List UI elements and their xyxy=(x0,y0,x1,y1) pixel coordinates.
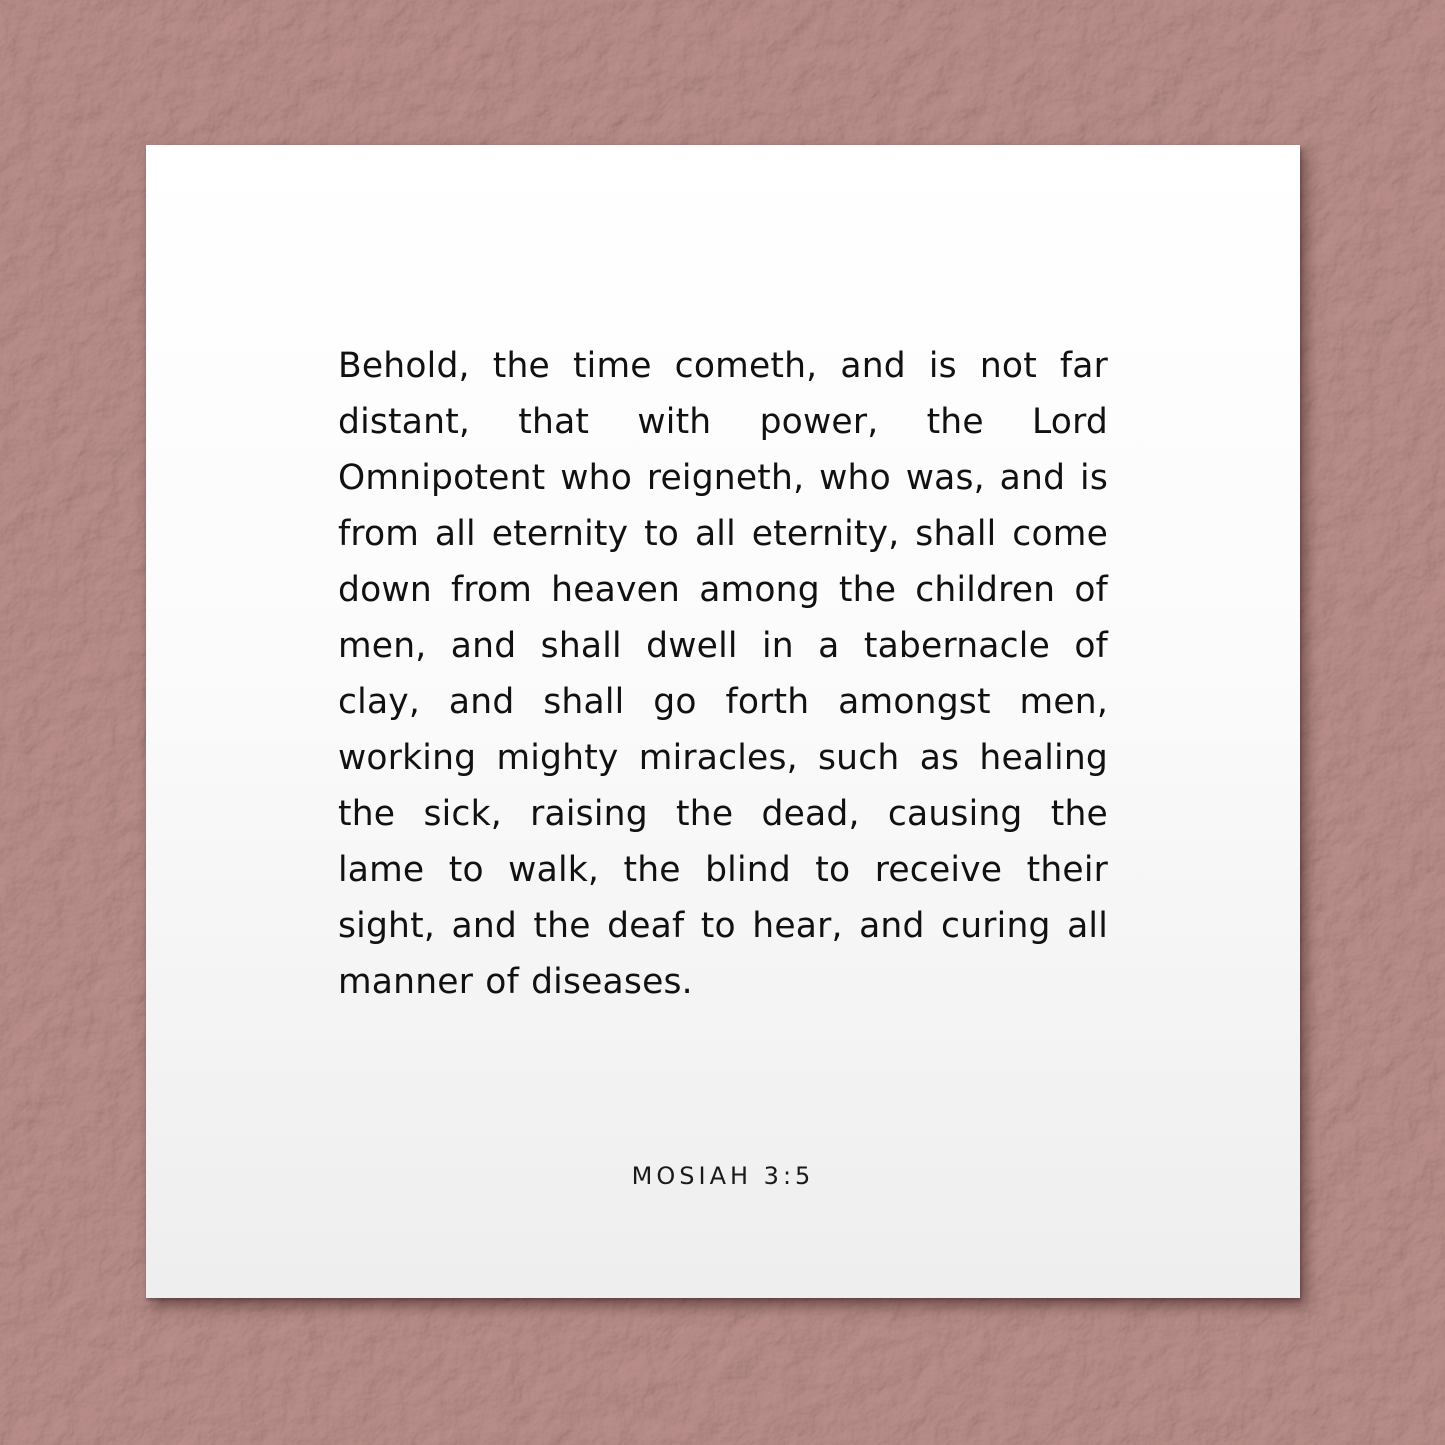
scripture-card xyxy=(146,145,1300,1298)
scripture-reference: MOSIAH 3:5 xyxy=(631,1162,815,1190)
quote-text: Behold, the time cometh, and is not far distant, that with power, the Lord Omnipotent who reigneth, who was, and is from all eternity to all eternity, shall come down from heaven among the children of men, and shall dwell in a tabernacle of clay, and shall go forth amongst men, working mighty miracles, such as healing the sick, raising the dead, causing the lame to walk, the blind to receive their sight, and the deaf to hear, and curing all manner of diseases. xyxy=(338,346,1108,1002)
